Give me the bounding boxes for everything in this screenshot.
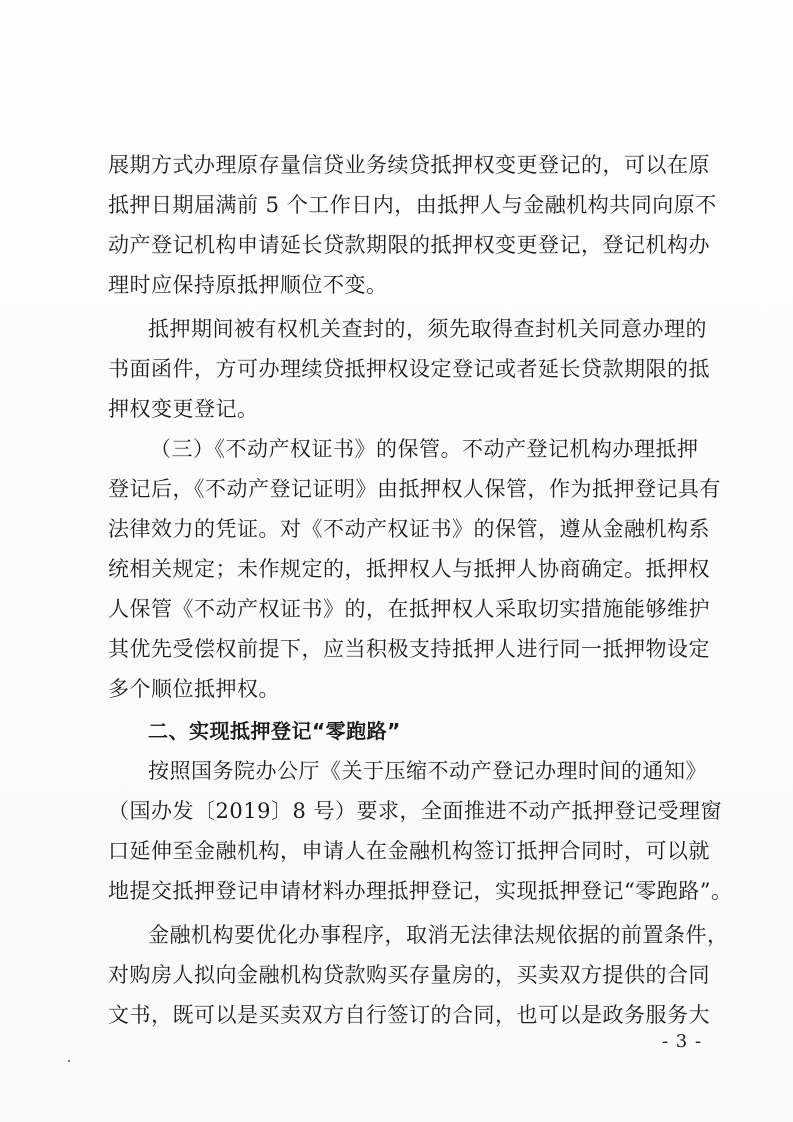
paragraph-line: 文书，既可以是买卖双方自行签订的合同，也可以是政务服务大: [108, 1003, 710, 1027]
paragraph-line: 其优先受偿权前提下，应当积极支持抵押人进行同一抵押物设定: [108, 637, 710, 661]
scan-speck: [68, 1060, 70, 1062]
paragraph-line: 动产登记机构申请延长贷款期限的抵押权变更登记，登记机构办: [108, 233, 710, 257]
paragraph-line: 人保管《不动产权证书》的，在抵押权人采取切实措施能够维护: [108, 597, 710, 621]
paragraph-line: 理时应保持原抵押顺位不变。: [108, 273, 388, 297]
paragraph-line: 抵押日期届满前 5 个工作日内，由抵押人与金融机构共同向原不: [108, 193, 717, 217]
page-number: - 3 -: [662, 1031, 703, 1052]
paragraph-line: 按照国务院办公厅《关于压缩不动产登记办理时间的通知》: [148, 759, 707, 783]
paragraph-line: 抵押期间被有权机关查封的，须先取得查封机关同意办理的: [148, 317, 707, 341]
paragraph-line: （国办发〔2019〕8 号）要求，全面推进不动产抵押登记受理窗: [108, 799, 722, 823]
section-heading-3: （三）《不动产权证书》的保管。不动产登记机构办理抵押: [150, 437, 699, 461]
paragraph-line: 统相关规定；未作规定的，抵押权人与抵押人协商确定。抵押权: [108, 557, 710, 581]
paragraph-line: 押权变更登记。: [108, 397, 259, 421]
paragraph-line: 登记后，《不动产登记证明》由抵押权人保管，作为抵押登记具有: [108, 477, 721, 501]
paragraph-line: 地提交抵押登记申请材料办理抵押登记，实现抵押登记“零跑路”。: [108, 879, 733, 903]
paragraph-line: 对购房人拟向金融机构贷款购买存量房的，买卖双方提供的合同: [108, 963, 710, 987]
section-heading-2: 二、实现抵押登记“零跑路”: [148, 719, 401, 743]
paragraph-line: 口延伸至金融机构，申请人在金融机构签订抵押合同时，可以就: [108, 839, 710, 863]
paragraph-line: 金融机构要优化办事程序，取消无法律法规依据的前置条件，: [148, 923, 729, 947]
paragraph-line: 书面函件，方可办理续贷抵押权设定登记或者延长贷款期限的抵: [108, 357, 710, 381]
paragraph-line: 多个顺位抵押权。: [108, 677, 280, 701]
paragraph-line: 法律效力的凭证。对《不动产权证书》的保管，遵从金融机构系: [108, 517, 710, 541]
paragraph-line: 展期方式办理原存量信贷业务续贷抵押权变更登记的，可以在原: [108, 153, 710, 177]
